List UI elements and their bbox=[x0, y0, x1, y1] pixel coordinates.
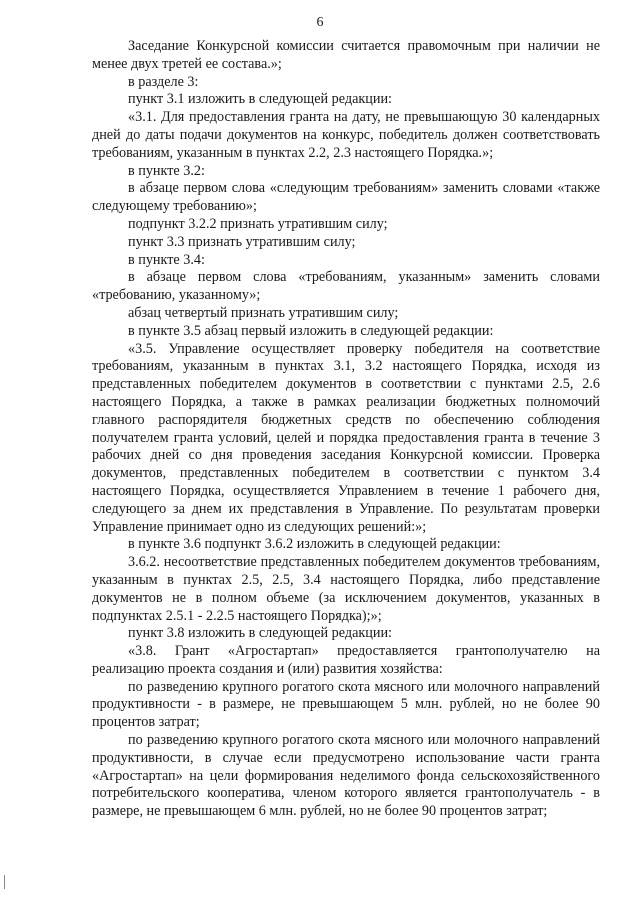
paragraph-item-3-4-replace: в абзаце первом слова «требованиям, указанным» заменить словами «требованию, указанному»; bbox=[92, 269, 600, 304]
paragraph-item-3-8-intro: пункт 3.8 изложить в следующей редакции: bbox=[128, 625, 392, 642]
paragraph-item-3-8-text: «3.8. Грант «Агростартап» предоставляется грантополучателю на реализацию проекта создания и (или) развития хозяйства: bbox=[92, 643, 600, 677]
page-number: 6 bbox=[316, 15, 324, 30]
paragraph-item-3-6-intro: в пункте 3.6 подпункт 3.6.2 изложить в следующей редакции: bbox=[128, 536, 501, 553]
paragraph-cattle-5mln: по разведению крупного рогатого скота мясного или молочного направлений продуктивности - в размере, не превышающем 5 млн. рублей, но не более 90 процентов затрат; bbox=[92, 678, 600, 731]
paragraph-item-3-2: в пункте 3.2: bbox=[128, 162, 205, 179]
paragraph-subitem-3-2-2: подпункт 3.2.2 признать утратившим силу; bbox=[128, 215, 388, 232]
paragraph-item-3-1-intro: пункт 3.1 изложить в следующей редакции: bbox=[128, 91, 392, 108]
paragraph-fourth-abzac: абзац четвертый признать утратившим силу; bbox=[128, 304, 399, 321]
paragraph-item-3-1-text: «3.1. Для предоставления гранта на дату, не превышающую 30 календарных дней до даты подачи документов на конкурс, победитель должен соответствовать требованиям, указанным в пунктах 2.2, 2.3 настоящего Порядка.»; bbox=[92, 109, 600, 161]
paragraph-item-3-2-replace: в абзаце первом слова «следующим требованиям» заменить словами «также следующему требованию»; bbox=[92, 180, 600, 215]
scan-edge-mark bbox=[4, 875, 5, 889]
paragraph-item-3-5-text: «3.5. Управление осуществляет проверку победителя на соответствие требованиям, указанным в пунктах 3.1, 3.2 настоящего Порядка, исходя из представленных победителем документов в соответствии с пунктами 2.5, 2.6 настоящего Порядка, а также в рамках реализации бюджетных полномочий главного распорядителя бюджетных средств по обеспечению соблюдения получателем гранта условий, целей и порядка предоставления гранта в течение 3 рабочих дней со дня проведения заседания Конкурсной комиссии. Проверка документов, представленных победителем в соответствии с пунктом 3.4 настоящего Порядка, осуществляется Управлением в течение 1 рабочего дня, следующего за днем их представления в Управление. По результатам проверки Управление принимает одно из следующих решений:»; bbox=[92, 340, 600, 535]
paragraph-section-3: в разделе 3: bbox=[128, 73, 199, 90]
paragraph-item-3-4: в пункте 3.4: bbox=[128, 251, 205, 268]
paragraph-subitem-3-6-2: 3.6.2. несоответствие представленных победителем документов требованиям, указанным в пунктах 2.5, 2.5, 3.4 настоящего Порядка, либо представление документов не в полном объеме (за исключением документов, указанных в подпунктах 2.5.1 - 2.2.5 настоящего Порядка);»; bbox=[92, 554, 600, 624]
paragraph-item-3-3: пункт 3.3 признать утратившим силу; bbox=[128, 233, 356, 250]
paragraph-commission-quorum: Заседание Конкурсной комиссии считается правомочным при наличии не менее двух третей ее состава.»; bbox=[92, 38, 600, 72]
paragraph-cattle-6mln: по разведению крупного рогатого скота мясного или молочного направлений продуктивности, в случае если предусмотрено использование части гранта «Агростартап» на цели формирования неделимого фонда сельскохозяйственного потребительского кооператива, членом которого является грантополучатель - в размере, не превышающем 6 млн. рублей, но не более 90 процентов затрат; bbox=[92, 732, 600, 820]
paragraph-item-3-5-intro: в пункте 3.5 абзац первый изложить в следующей редакции: bbox=[128, 322, 494, 339]
document-body bbox=[92, 38, 600, 821]
